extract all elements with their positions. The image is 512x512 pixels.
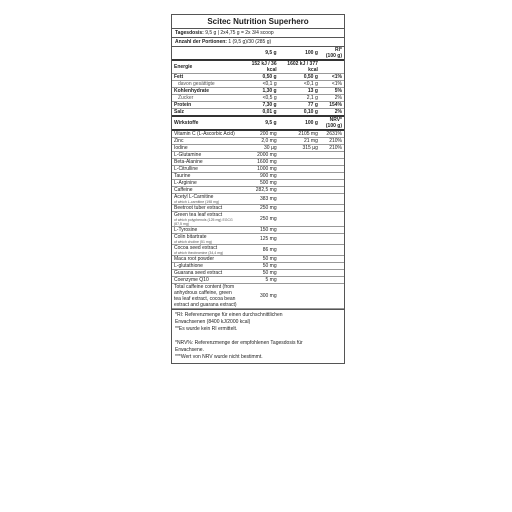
ingredient-label: Maca root powder	[174, 256, 215, 262]
nutrient-name: Zucker	[172, 95, 241, 102]
reference-percent: 154%	[320, 102, 344, 109]
active-row	[172, 227, 344, 234]
nutrition-table	[172, 47, 344, 117]
nrv-percent	[320, 227, 344, 234]
footnotes	[172, 309, 344, 363]
nrv-percent	[320, 277, 344, 284]
actives-header-row	[172, 117, 344, 130]
header-100g: 100 g	[279, 117, 320, 130]
ingredient-name	[172, 284, 241, 309]
value-per-100g	[279, 263, 320, 270]
nutrition-row	[172, 109, 344, 117]
active-row	[172, 152, 344, 159]
active-row	[172, 166, 344, 173]
value-per-100g: 2105 mg	[279, 130, 320, 138]
value-per-100g	[279, 256, 320, 263]
header-serving: 9,5 g	[241, 47, 279, 60]
nrv-percent: 210%	[320, 138, 344, 145]
footnote-line: **Es wurde kein RI ermittelt.	[175, 326, 238, 332]
ingredient-name	[172, 130, 241, 138]
nrv-percent	[320, 284, 344, 309]
active-row	[172, 173, 344, 180]
nutrition-row	[172, 88, 344, 95]
nrv-percent: 210%	[320, 145, 344, 152]
header-reference-label: RI*	[335, 47, 342, 53]
active-row	[172, 270, 344, 277]
active-row	[172, 180, 344, 187]
value-per-100g	[279, 205, 320, 212]
value-per-serving: 200 mg	[241, 130, 279, 138]
ingredient-name	[172, 180, 241, 187]
nutrition-row	[172, 95, 344, 102]
value-per-serving: 1,30 g	[241, 88, 279, 95]
active-row	[172, 145, 344, 152]
active-row	[172, 138, 344, 145]
nutrient-name: davon gesättigte	[172, 81, 241, 88]
header-100g: 100 g	[279, 47, 320, 60]
value-per-100g: 315 µg	[279, 145, 320, 152]
serving-value: 9,5 g | 2x4,75 g = 2x 3/4 scoop	[205, 30, 274, 36]
footnote-line: Erwachsene.	[175, 347, 204, 353]
active-row	[172, 245, 344, 256]
nrv-percent: 2631%	[320, 130, 344, 138]
value-per-100g	[279, 234, 320, 245]
ingredient-name	[172, 277, 241, 284]
nutrition-header-row	[172, 47, 344, 60]
header-label	[172, 47, 241, 60]
nutrition-row	[172, 81, 344, 88]
value-per-100g	[279, 173, 320, 180]
active-row	[172, 263, 344, 270]
reference-percent: 5%	[320, 88, 344, 95]
product-title: Scitec Nutrition Superhero	[172, 15, 344, 29]
nrv-percent	[320, 173, 344, 180]
header-reference-label: NRV*	[329, 117, 342, 123]
active-row	[172, 234, 344, 245]
value-per-100g	[279, 227, 320, 234]
value-per-serving: 1600 mg	[241, 159, 279, 166]
ingredient-name	[172, 187, 241, 194]
nutrient-name: Kohlenhydrate	[172, 88, 241, 95]
value-per-serving: 125 mg	[241, 234, 279, 245]
ingredient-name	[172, 152, 241, 159]
ingredient-label: L-Tyrosine	[174, 227, 198, 233]
nutrient-name: Salz	[172, 109, 241, 117]
ingredient-name	[172, 159, 241, 166]
nutrition-label-panel	[171, 14, 345, 364]
nutrition-row	[172, 74, 344, 81]
value-per-serving: 250 mg	[241, 205, 279, 212]
value-per-100g	[279, 277, 320, 284]
footnote-line	[175, 333, 341, 340]
ingredient-label: Green tea leaf extract	[174, 212, 223, 218]
value-per-100g: 13 g	[279, 88, 320, 95]
header-reference	[320, 47, 344, 60]
nutrient-name: Fett	[172, 74, 241, 81]
ingredient-label: Beta-Alanine	[174, 159, 203, 165]
ingredient-note: of which theobromine (34,4 mg)	[174, 251, 224, 255]
value-per-serving: 0,01 g	[241, 109, 279, 117]
ingredient-label: Acetyl L-Carnitine	[174, 194, 214, 200]
footnote-line: *RI: Referenzmenge für einen durchschnittlichen	[175, 312, 283, 318]
nrv-percent	[320, 212, 344, 227]
nutrient-name: Protein	[172, 102, 241, 109]
value-per-100g: 0,10 g	[279, 109, 320, 117]
active-row	[172, 256, 344, 263]
portions-value: 1 (9,5 g)/30 (285 g)	[228, 39, 272, 45]
footnote-line: ***Wert von NRV wurde nicht bestimmt.	[175, 354, 263, 360]
footnote-line: Erwachsenen (8400 kJ/2000 kcal)	[175, 319, 251, 325]
ingredient-name	[172, 145, 241, 152]
nrv-percent	[320, 166, 344, 173]
value-per-serving: <0,5 g	[241, 95, 279, 102]
value-per-serving: 2,0 mg	[241, 138, 279, 145]
reference-percent: 2%	[320, 109, 344, 117]
ingredient-label: Guarana seed extract	[174, 270, 223, 276]
value-per-serving: 86 mg	[241, 245, 279, 256]
nutrition-row	[172, 60, 344, 74]
portions-label: Anzahl der Portionen:	[175, 39, 227, 45]
value-per-100g	[279, 245, 320, 256]
reference-percent: <1%	[320, 81, 344, 88]
ingredient-name	[172, 138, 241, 145]
ingredient-label: Coenzyme Q10	[174, 277, 209, 283]
ingredient-name	[172, 245, 241, 256]
nrv-percent	[320, 194, 344, 205]
value-per-serving: 1000 mg	[241, 166, 279, 173]
ingredient-label: L-Citrulline	[174, 166, 198, 172]
nrv-percent	[320, 159, 344, 166]
ingredient-label: Colin bitartrate	[174, 234, 207, 240]
ingredient-name	[172, 205, 241, 212]
header-label: Wirkstoffe	[172, 117, 241, 130]
ingredient-name	[172, 227, 241, 234]
actives-table	[172, 117, 344, 309]
ingredient-label: L-glutathione	[174, 263, 203, 269]
value-per-serving: 282,5 mg	[241, 187, 279, 194]
ingredient-label: Iodine	[174, 145, 188, 151]
value-per-serving: 50 mg	[241, 270, 279, 277]
nrv-percent	[320, 187, 344, 194]
value-per-100g	[279, 212, 320, 227]
ingredient-label: Taurine	[174, 173, 191, 179]
value-per-100g	[279, 159, 320, 166]
value-per-100g	[279, 194, 320, 205]
value-per-serving: 900 mg	[241, 173, 279, 180]
active-row	[172, 187, 344, 194]
value-per-100g: 0,50 g	[279, 74, 320, 81]
header-serving: 9,5 g	[241, 117, 279, 130]
ingredient-name	[172, 212, 241, 227]
nrv-percent	[320, 263, 344, 270]
value-per-100g	[279, 152, 320, 159]
ingredient-label: Vitamin C (L-Ascorbic Acid)	[174, 131, 235, 137]
nrv-percent	[320, 234, 344, 245]
ingredient-name	[172, 256, 241, 263]
reference-percent: <1%	[320, 74, 344, 81]
ingredient-name	[172, 234, 241, 245]
active-row	[172, 130, 344, 138]
ingredient-name	[172, 263, 241, 270]
value-per-serving: 250 mg	[241, 212, 279, 227]
value-per-100g: 21 mg	[279, 138, 320, 145]
nrv-percent	[320, 245, 344, 256]
ingredient-label: L-Arginine	[174, 180, 197, 186]
value-per-100g	[279, 180, 320, 187]
active-row	[172, 194, 344, 205]
nrv-percent	[320, 256, 344, 263]
ingredient-label: Beetroot tuber extract	[174, 205, 223, 211]
value-per-serving: 50 mg	[241, 263, 279, 270]
header-reference-basis: (100 g)	[325, 53, 342, 59]
value-per-serving: 30 µg	[241, 145, 279, 152]
value-per-serving: 2000 mg	[241, 152, 279, 159]
value-per-serving: 5 mg	[241, 277, 279, 284]
value-per-serving: 383 mg	[241, 194, 279, 205]
portions-line	[172, 38, 344, 47]
ingredient-label: Cocoa seed extract	[174, 245, 218, 251]
value-per-100g: 2,1 g	[279, 95, 320, 102]
value-per-100g: <0,1 g	[279, 81, 320, 88]
value-per-serving: <0,1 g	[241, 81, 279, 88]
value-per-100g	[279, 166, 320, 173]
ingredient-note: of which polyphenols (125 mg) EGCG (87,5 mg)	[174, 218, 233, 226]
value-per-100g: 1602 kJ / 377 kcal	[279, 60, 320, 74]
nrv-percent	[320, 180, 344, 187]
nutrient-name: Energie	[172, 60, 241, 74]
header-reference	[320, 117, 344, 130]
reference-percent	[320, 60, 344, 74]
active-row	[172, 284, 344, 309]
serving-label: Tagesdosis:	[175, 30, 204, 36]
value-per-serving: 7,30 g	[241, 102, 279, 109]
ingredient-name	[172, 166, 241, 173]
value-per-100g	[279, 284, 320, 309]
value-per-100g	[279, 187, 320, 194]
ingredient-label: L-Glutamine	[174, 152, 202, 158]
value-per-serving: 50 mg	[241, 256, 279, 263]
ingredient-label: Total caffeine content (from anhydrous caffeine, green tea leaf extract, cocoa bean extract and guarana extract)	[174, 284, 237, 308]
nrv-percent	[320, 152, 344, 159]
active-row	[172, 205, 344, 212]
value-per-serving: 0,50 g	[241, 74, 279, 81]
footnote-line: *NRV%: Referenzmenge der empfohlenen Tagesdosis für	[175, 340, 303, 346]
header-reference-basis: (100 g)	[325, 123, 342, 129]
nrv-percent	[320, 270, 344, 277]
value-per-serving: 300 mg	[241, 284, 279, 309]
ingredient-label: Zinc	[174, 138, 184, 144]
active-row	[172, 277, 344, 284]
ingredient-note: of which L-carnitine (198 mg)	[174, 200, 220, 204]
nutrition-row	[172, 102, 344, 109]
value-per-serving: 500 mg	[241, 180, 279, 187]
reference-percent: 2%	[320, 95, 344, 102]
active-row	[172, 159, 344, 166]
nrv-percent	[320, 205, 344, 212]
value-per-serving: 152 kJ / 36 kcal	[241, 60, 279, 74]
value-per-serving: 150 mg	[241, 227, 279, 234]
ingredient-name	[172, 194, 241, 205]
value-per-100g: 77 g	[279, 102, 320, 109]
ingredient-name	[172, 173, 241, 180]
ingredient-name	[172, 270, 241, 277]
serving-line	[172, 29, 344, 38]
ingredient-note: of which choline (51 mg)	[174, 240, 212, 244]
active-row	[172, 212, 344, 227]
ingredient-label: Caffeine	[174, 187, 193, 193]
value-per-100g	[279, 270, 320, 277]
